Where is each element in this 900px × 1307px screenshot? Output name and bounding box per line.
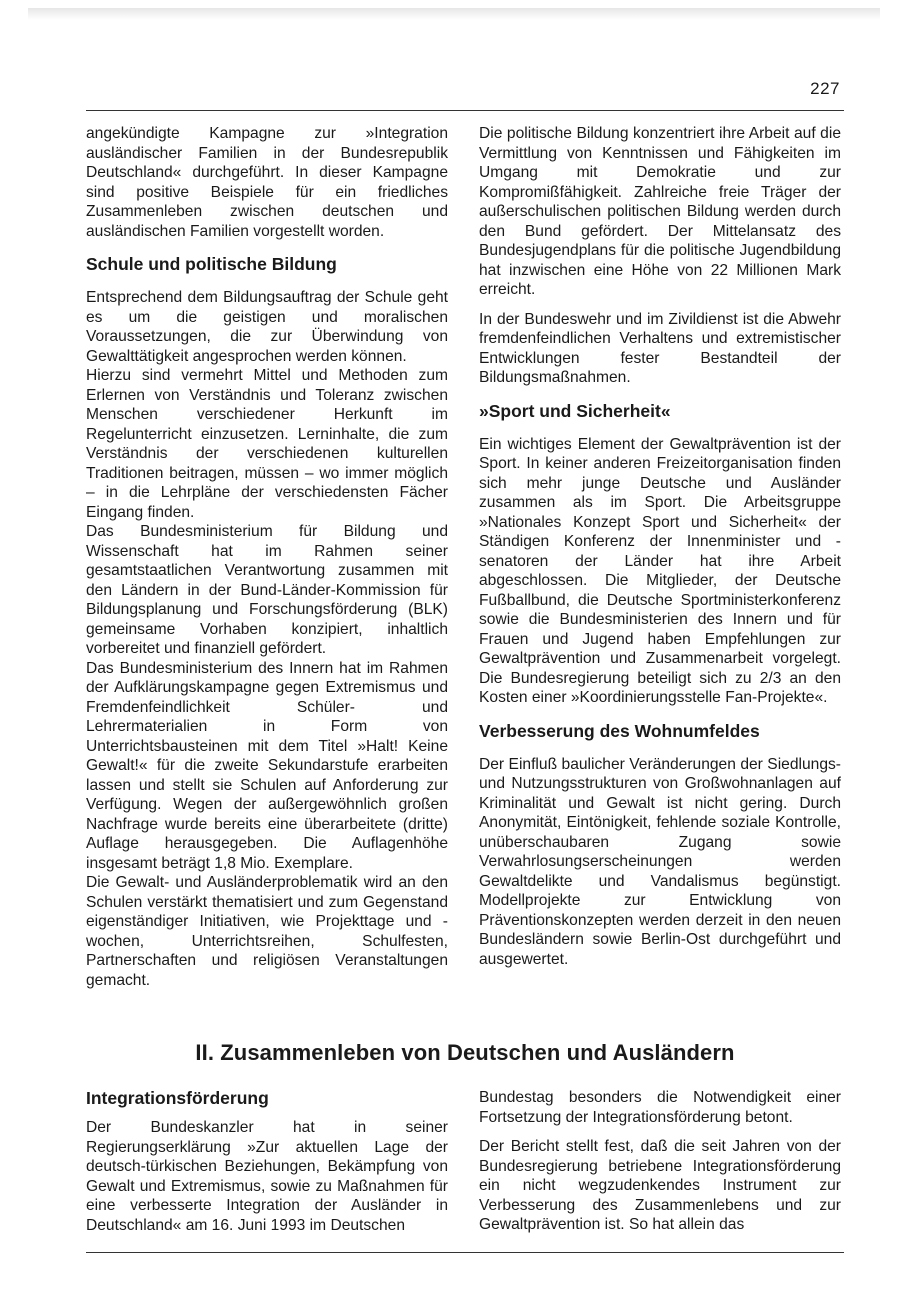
bundestag-paragraph: Bundestag besonders die Notwendigkeit einer Fortsetzung der Integrationsförderung betont. — [479, 1089, 841, 1126]
scan-edge — [28, 8, 880, 20]
schule-paragraph-3: Das Bundesministerium für Bildung und Wissenschaft hat im Rahmen seiner gesamtstaatlichen Verantwortung zusammen mit den Ländern in der Bund-Länder-Kommission für Bildungsplanung und Forschungsförderung (BLK) gemeinsame Vorhaben konzipiert, inhaltlich vorbereitet und finanziell gefördert. — [86, 523, 448, 657]
bildung-paragraph-1: Die politische Bildung konzentriert ihre Arbeit auf die Vermittlung von Kenntnissen und Fähigkeiten im Umgang mit Demokratie und zur Kompromißfähigkeit. Zahlreiche freie Träger der außerschulischen politischen Bildung werden durch den Bund gefördert. Der Mittelansatz des Bundesjugendplans für die politische Jugendbildung hat inzwischen eine Höhe von 22 Millionen Mark erreicht. — [479, 125, 841, 298]
integration-paragraph: Der Bundeskanzler hat in seiner Regierungserklärung »Zur aktuellen Lage der deutsch-türkischen Beziehungen, Bekämpfung von Gewalt und Extremismus, sowie zu Maßnahmen für eine verbesserte Integration der Ausländer in Deutschland« am 16. Juni 1993 im Deutschen — [86, 1119, 448, 1234]
heading-schule: Schule und politische Bildung — [86, 254, 337, 274]
left-column-top — [86, 124, 448, 990]
page-number: 227 — [810, 79, 840, 98]
bildung-paragraph-2: In der Bundeswehr und im Zivildienst ist die Abwehr fremdenfeindlichen Verhaltens und extremistischer Entwicklungen fester Bestandteil der Bildungsmaßnahmen. — [479, 310, 841, 386]
right-column-top — [479, 124, 841, 969]
left-column-bottom — [86, 1088, 448, 1235]
schule-paragraph-2: Hierzu sind vermehrt Mittel und Methoden zum Erlernen von Verständnis und Toleranz zwischen Menschen verschiedener Herkunft im Regelunterricht einzusetzen. Lerninhalte, die zum Verständnis der verschiedenen kulturellen Traditionen beitragen, müssen – wo immer möglich – in die Lehrpläne der verschiedensten Fächer Eingang finden. — [86, 367, 448, 521]
header-rule — [86, 110, 844, 111]
schule-paragraph-1: Entsprechend dem Bildungsauftrag der Schule geht es um die geistigen und moralischen Voraussetzungen, die zur Überwindung von Gewalttätigkeit angesprochen werden können. — [86, 289, 448, 365]
schule-paragraph-4: Das Bundesministerium des Innern hat im Rahmen der Aufklärungskampagne gegen Extremismus und Fremdenfeindlichkeit Schüler- und Lehrermaterialien in Form von Unterrichtsbausteinen mit dem Titel »Halt! Keine Gewalt!« für die zweite Sekundarstufe erarbeiten lassen und stellt sie Schulen auf Anforderung zur Verfügung. Wegen der außergewöhnlich großen Nachfrage wurde bereits eine überarbeitete (dritte) Auflage herausgegeben. Die Auflagenhöhe insgesamt beträgt 1,8 Mio. Exemplare. — [86, 659, 448, 872]
intro-paragraph: angekündigte Kampagne zur »Integration ausländischer Familien in der Bundesrepublik Deutschland« durchgeführt. In dieser Kampagne sind positive Beispiele für ein friedliches Zusammenleben zwischen deutschen und ausländischen Familien vorgestellt worden. — [86, 125, 448, 240]
heading-sport: »Sport und Sicherheit« — [479, 400, 671, 421]
heading-integration: Integrationsförderung — [86, 1088, 269, 1108]
footer-rule — [86, 1252, 844, 1253]
right-column-bottom — [479, 1088, 841, 1235]
heading-wohnumfeld: Verbesserung des Wohnumfeldes — [479, 720, 760, 741]
schule-paragraph-5: Die Gewalt- und Ausländerproblematik wird an den Schulen verstärkt thematisiert und zum Gegenstand eigenständiger Initiativen, wie Projekttage und -wochen, Unterrichtsreihen, Schulfesten, Partnerschaften und religiösen Veranstaltungen gemacht. — [86, 874, 448, 989]
bericht-paragraph: Der Bericht stellt fest, daß die seit Jahren von der Bundesregierung betriebene Integrationsförderung ein nicht wegzudenkendes Instrument zur Verbesserung des Zusammenlebens und zur Gewaltprävention ist. So hat allein das — [479, 1138, 841, 1233]
chapter-title: II. Zusammenleben von Deutschen und Ausländern — [195, 1040, 735, 1065]
wohnumfeld-paragraph: Der Einfluß baulicher Veränderungen der Siedlungs- und Nutzungsstrukturen von Großwohnanlagen auf Kriminalität und Gewalt ist nicht gering. Durch Anonymität, Eintönigkeit, fehlende soziale Kontrolle, unüberschaubaren Zugang sowie Verwahrlosungserscheinungen werden Gewaltdelikte und Vandalismus begünstigt. Modellprojekte zur Entwicklung von Präventionskonzepten werden derzeit in den neuen Bundesländern sowie Berlin-Ost durchgeführt und ausgewertet. — [479, 755, 841, 968]
sport-paragraph: Ein wichtiges Element der Gewaltprävention ist der Sport. In keiner anderen Freizeitorganisation finden sich mehr junge Deutsche und Ausländer zusammen als im Sport. Die Arbeitsgruppe »Nationales Konzept Sport und Sicherheit« der Ständigen Konferenz der Innenminister und -senatoren der Länder hat ihre Arbeit abgeschlossen. Die Mitglieder, der Deutsche Fußballbund, die Deutsche Sportministerkonferenz sowie die Bundesministerien des Innern und für Frauen und Jugend haben Empfehlungen zur Gewaltprävention und Zusammenarbeit vorgelegt. Die Bundesregierung beteiligt sich zu 2/3 an den Kosten einer »Koordinierungsstelle Fan-Projekte«. — [479, 435, 841, 706]
